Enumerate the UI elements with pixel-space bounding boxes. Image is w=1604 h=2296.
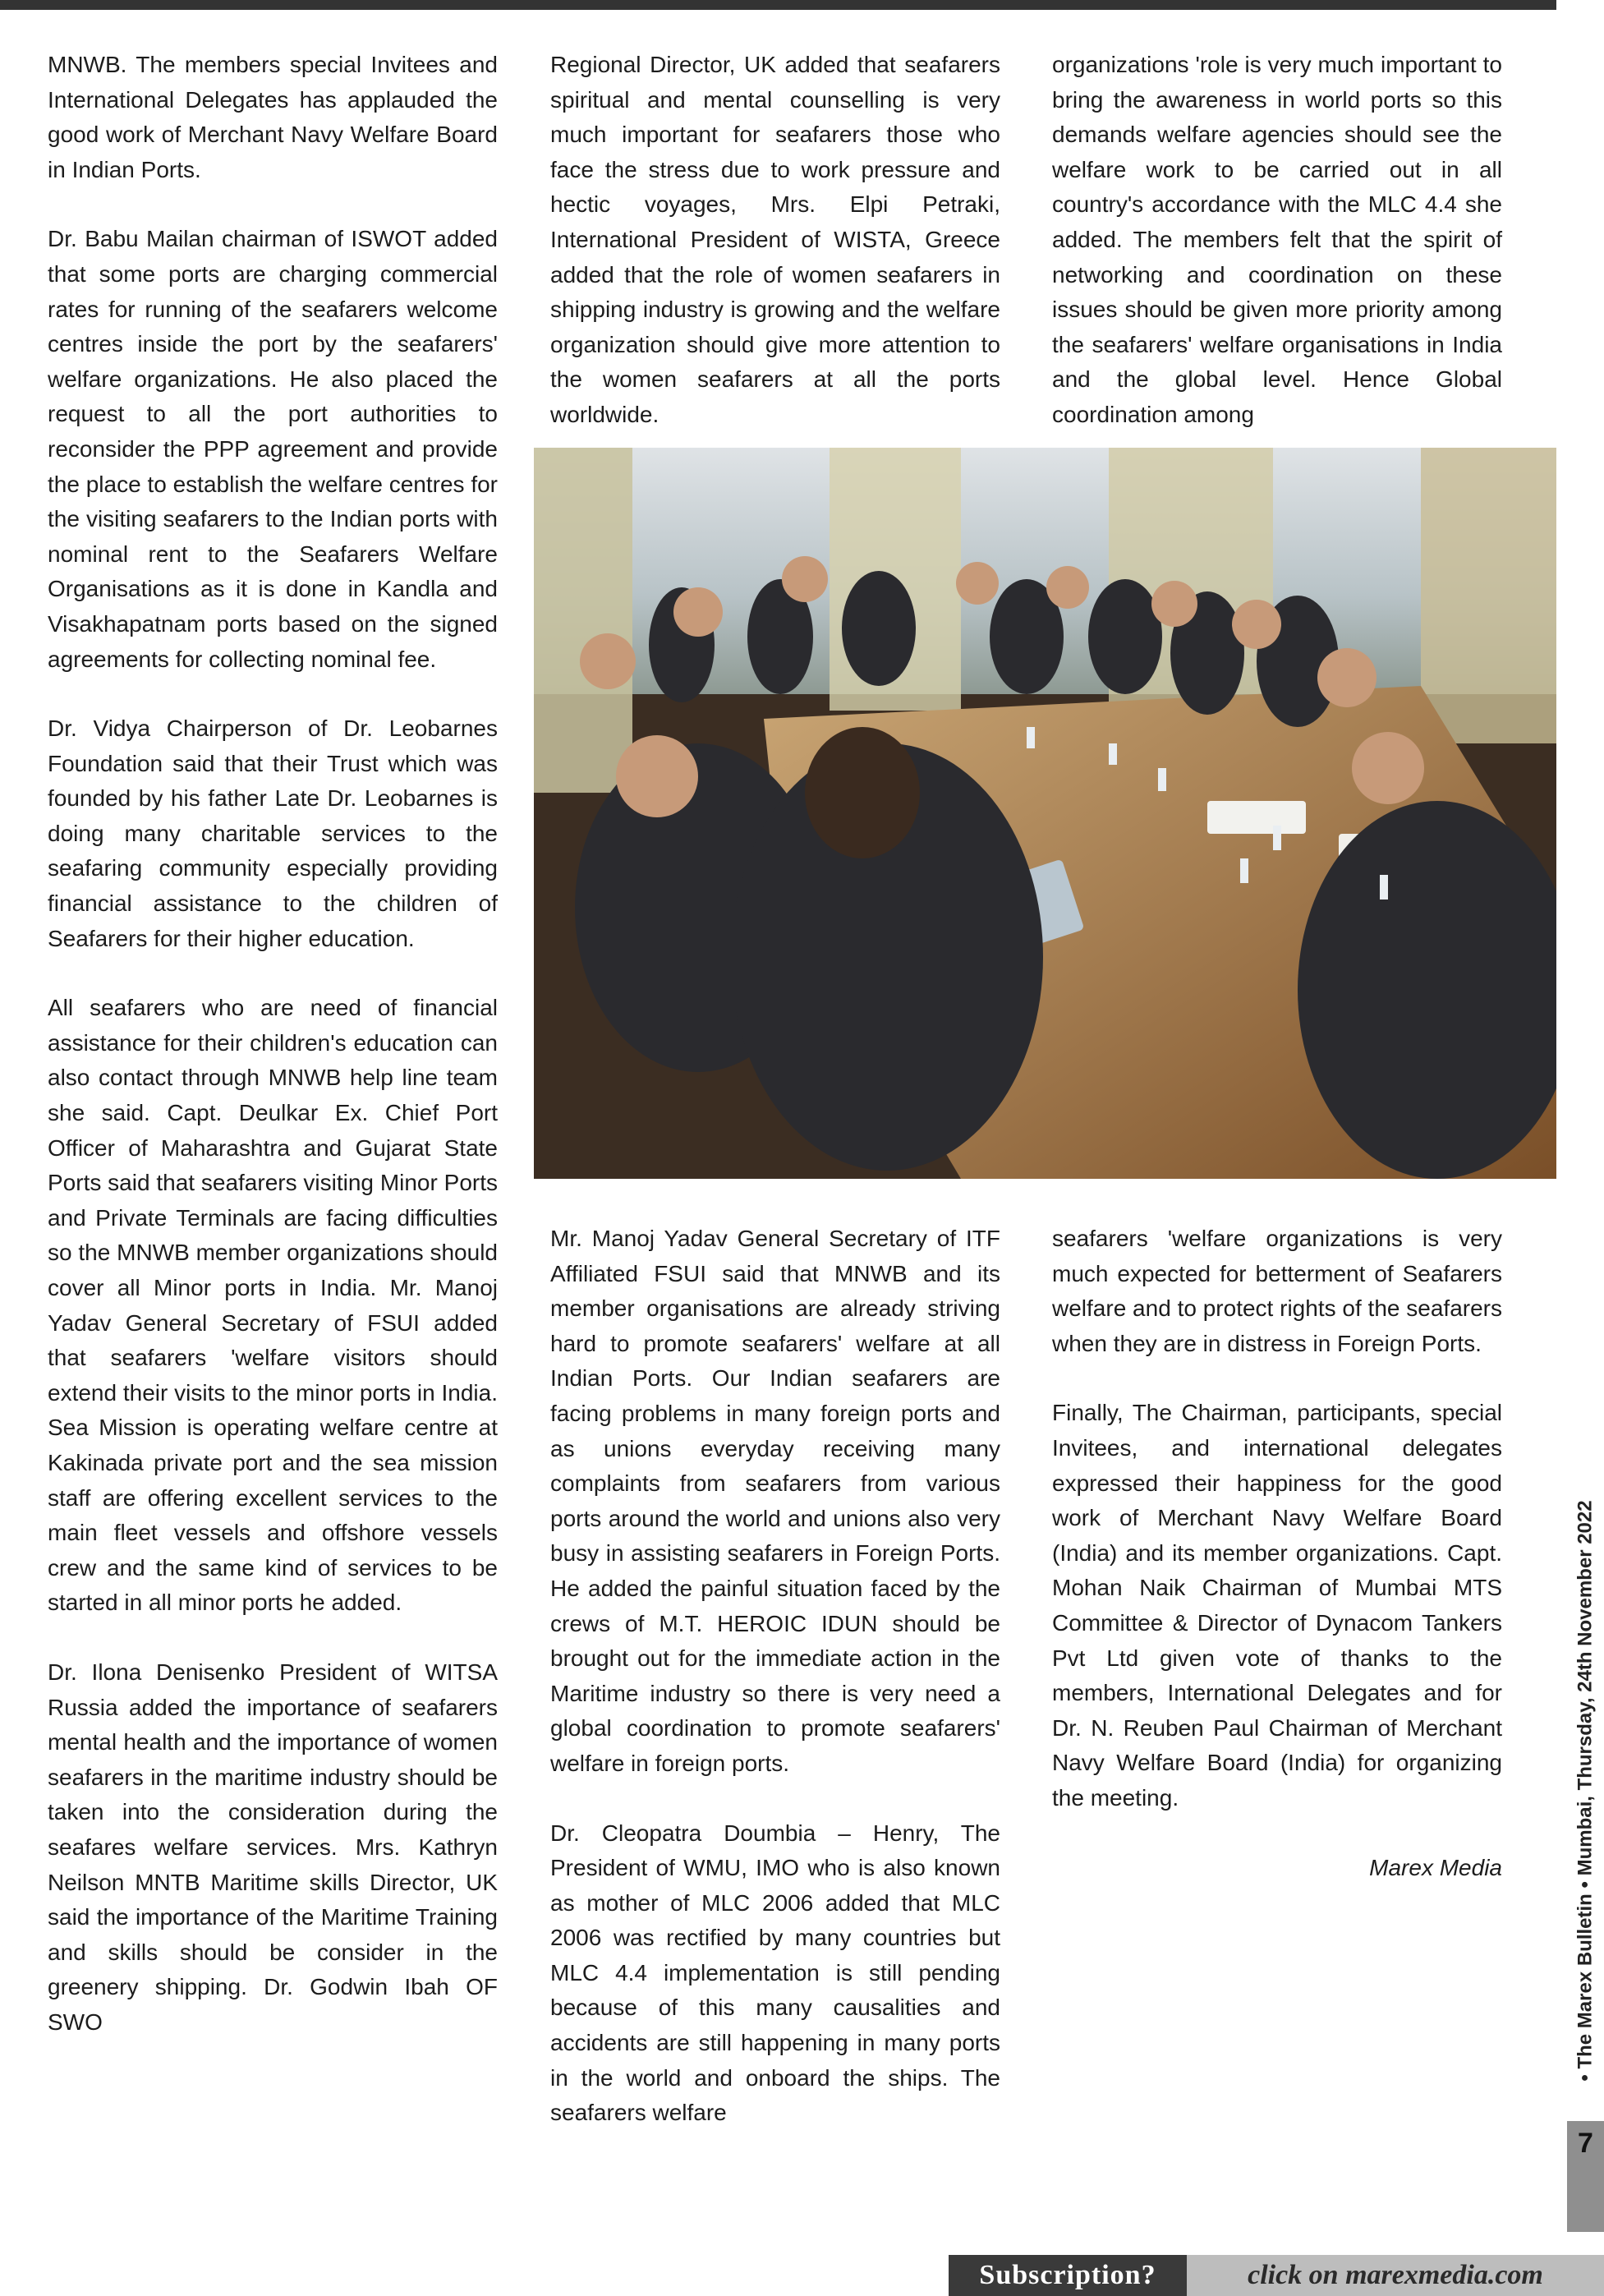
paragraph: organizations 'role is very much important to bring the awareness in world ports so this demands welfare agencies should see the welfare work to be carried out in all country's accordance with the MLC 4.4 she added. The members felt that the spirit of networking and coordination on these issues should be given more priority among the seafarers' welfare organisations in India and the global level. Hence Global coordination among <box>1052 52 1502 427</box>
page-number: 7 <box>1567 2121 1604 2232</box>
paragraph: MNWB. The members special Invitees and International Delegates has applauded the good work of Merchant Navy Welfare Board in Indian Ports. <box>48 52 498 182</box>
paragraph: Finally, The Chairman, participants, special Invitees, and international delegates expressed their happiness for the good work of Merchant Navy Welfare Board (India) and its member organizations. Capt. Mohan Naik Chairman of Mumbai MTS Committee & Director of Dynacom Tankers Pvt Ltd given vote of thanks to the members, International Delegates and for Dr. N. Reuben Paul Chairman of Merchant Navy Welfare Board (India) for organizing the meeting. <box>1052 1400 1502 1811</box>
subscription-link[interactable]: click on marexmedia.com <box>1187 2255 1604 2296</box>
paragraph: seafarers 'welfare organizations is very much expected for betterment of Seafarers welfare and to protect rights of the seafarers when they are in distress in Foreign Ports. <box>1052 1226 1502 1356</box>
running-head <box>1567 1462 1604 2119</box>
column-right-top <box>1052 48 1502 433</box>
subscription-label[interactable]: Subscription? <box>949 2255 1187 2296</box>
column-left <box>48 48 498 2040</box>
meeting-photo-illustration <box>534 448 1556 1179</box>
column-right-bottom <box>1052 1222 1502 1885</box>
paragraph: Regional Director, UK added that seafarers spiritual and mental counselling is very much important for seafarers those who face the stress due to work pressure and hectic voyages, Mrs. Elpi Petraki, International President of WISTA, Greece added that the role of women seafarers in shipping industry is growing and the welfare organization should give more attention to the women seafarers at all the ports worldwide. <box>550 52 1000 427</box>
meeting-photo <box>534 448 1556 1179</box>
column-middle-top <box>550 48 1000 433</box>
column-middle-bottom <box>550 1222 1000 2131</box>
paragraph: Mr. Manoj Yadav General Secretary of ITF Affiliated FSUI said that MNWB and its member organisations are already striving hard to promote seafarers' welfare at all Indian Ports. Our Indian seafarers are facing problems in many foreign ports and as unions everyday receiving many complaints from seafarers from various ports around the world and unions also very busy in assisting seafarers in Foreign Ports. He added the painful situation faced by the crews of M.T. HEROIC IDUN should be brought out for the immediate action in the Maritime industry so there is very need a global coordination to promote seafarers' welfare in foreign ports. <box>550 1226 1000 1776</box>
paragraph: Dr. Vidya Chairperson of Dr. Leobarnes Foundation said that their Trust which was founded by his father Late Dr. Leobarnes is doing many charitable services to the seafaring community especially providing financial assistance to the children of Seafarers for their higher education. <box>48 715 498 951</box>
paragraph: Dr. Cleopatra Doumbia – Henry, The President of WMU, IMO who is also known as mother of MLC 2006 added that MLC 2006 was rectified by many countries but MLC 4.4 implementation is still pending because of this many causalities and accidents are still happening in many ports in the world and onboard the ships. The seafarers welfare <box>550 1820 1000 2126</box>
paragraph: Dr. Ilona Denisenko President of WITSA Russia added the importance of seafarers mental health and the importance of women seafarers in the maritime industry should be taken into the consideration during the seafares welfare services. Mrs. Kathryn Neilson MNTB Maritime skills Director, UK said the importance of the Maritime Training and skills should be consider in the greenery shipping. Dr. Godwin Ibah OF SWO <box>48 1659 498 2035</box>
top-rule <box>0 0 1556 10</box>
paragraph: Dr. Babu Mailan chairman of ISWOT added that some ports are charging commercial rates for running of the seafarers welcome centres inside the port by the seafarers' welfare organizations. He also placed the request to all the port authorities to reconsider the PPP agreement and provide the place to establish the welfare centres for the visiting seafarers to the Indian ports with nominal rent to the Seafarers Welfare Organisations as it is done in Kandla and Visakhapatnam ports based on the signed agreements for collecting nominal fee. <box>48 226 498 672</box>
running-head-text: • The Marex Bulletin • Mumbai, Thursday, 24th November 2022 <box>1574 1500 1597 2082</box>
author-signature: Marex Media <box>1369 1854 1502 1880</box>
paragraph: All seafarers who are need of financial assistance for their children's education can also contact through MNWB help line team she said. Capt. Deulkar Ex. Chief Port Officer of Maharashtra and Gujarat State Ports said that seafarers visiting Minor Ports and Private Terminals are facing difficulties so the MNWB member organizations should cover all Minor ports in India. Mr. Manoj Yadav General Secretary of FSUI added that seafarers 'welfare visitors should extend their visits to the minor ports in India. Sea Mission is operating welfare centre at Kakinada private port and the sea mission staff are offering excellent services to the main fleet vessels and offshore vessels crew and the same kind of services to be started in all minor ports he added. <box>48 995 498 1616</box>
